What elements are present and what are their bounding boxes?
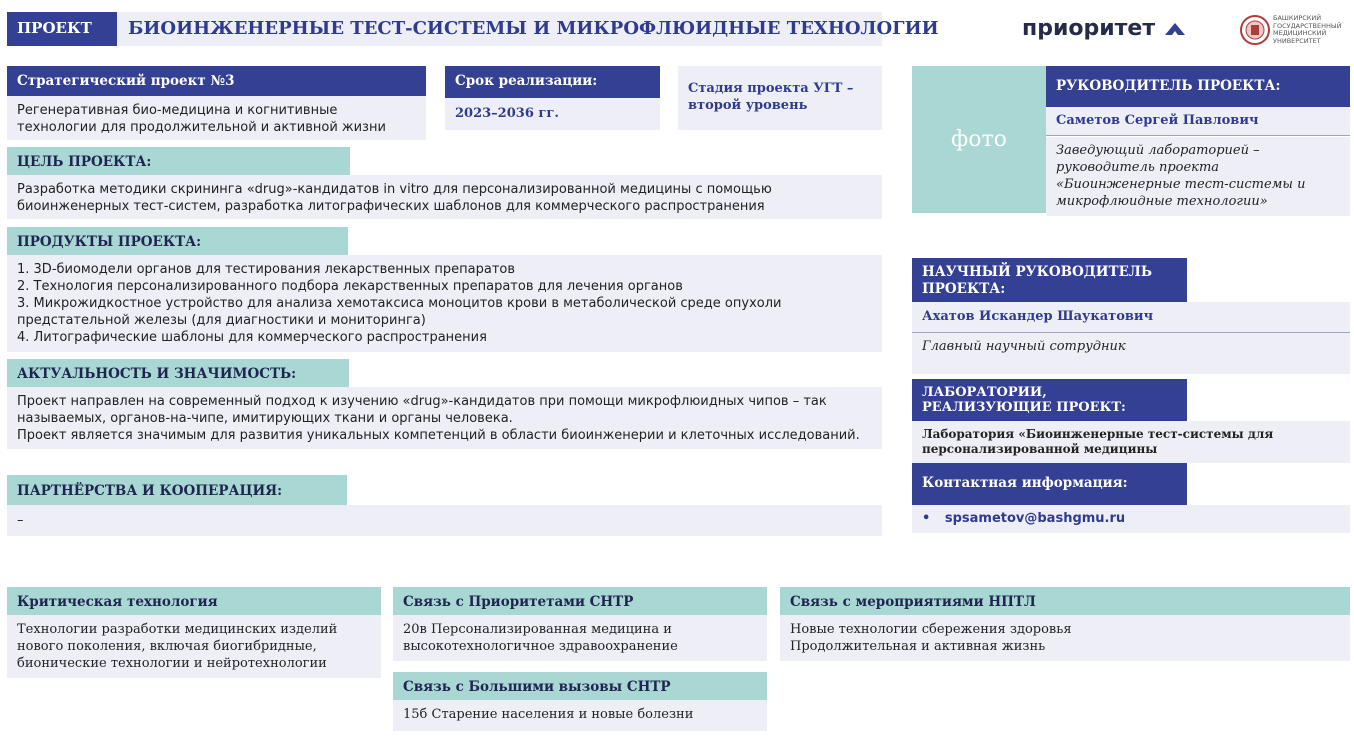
contact-line — [922, 511, 1125, 526]
university-name-line: МЕДИЦИНСКИЙ — [1273, 29, 1327, 37]
university-name-line: БАШКИРСКИЙ — [1273, 14, 1322, 22]
term-label: Срок реализации: — [445, 66, 660, 98]
leader-photo: фото — [912, 66, 1046, 213]
nptl-line: Новые технологии сбережения здоровья — [790, 622, 1072, 637]
relevance-label: АКТУАЛЬНОСТЬ И ЗНАЧИМОСТЬ: — [7, 359, 349, 387]
university-name-line: ГОСУДАРСТВЕННЫЙ — [1273, 21, 1342, 30]
project-stage: Стадия проекта УГТ – второй уровень — [678, 66, 882, 130]
relevance-line: Проект направлен на современный подход к изучению «drug»-кандидатов при помощи микрофлюидных чипов – так называемых, органов-на-чипе, имитирующих ткани и органы человека. — [17, 394, 827, 426]
university-name-line: УНИВЕРСИТЕТ — [1273, 36, 1321, 45]
strategic-project-text: Регенеративная био-медицина и когнитивные технологии для продолжительной и активной жизни — [7, 96, 426, 140]
product-item: 1. 3D-биомодели органов для тестирования лекарственных препаратов — [17, 262, 516, 277]
partnership-label: ПАРТНЁРСТВА И КООПЕРАЦИЯ: — [7, 475, 347, 505]
leader-name: Саметов Сергей Павлович — [1046, 107, 1350, 136]
critical-tech-text: Технологии разработки медицинских изделий нового поколения, включая биогибридные, бионические технологии и нейротехнологии — [7, 615, 381, 678]
scientific-leader-name: Ахатов Искандер Шаукатович — [912, 302, 1350, 333]
priority-arrow-icon — [1165, 21, 1185, 37]
sntr-priorities-text: 20в Персонализированная медицина и высокотехнологичное здравоохранение — [393, 615, 767, 661]
scientific-leader-position: Главный научный сотрудник — [922, 339, 1126, 354]
nptl-text — [780, 615, 1350, 661]
labs-label: ЛАБОРАТОРИИ, РЕАЛИЗУЮЩИЕ ПРОЕКТ: — [912, 379, 1187, 421]
partnership-text: – — [7, 505, 882, 536]
sntr-challenges-label: Связь с Большими вызовы СНТР — [393, 672, 767, 700]
strategic-project-label: Стратегический проект №3 — [7, 66, 426, 96]
term-value: 2023–2036 гг. — [445, 98, 660, 130]
scientific-leader-label: НАУЧНЫЙ РУКОВОДИТЕЛЬ ПРОЕКТА: — [912, 258, 1187, 302]
product-item: 4. Литографические шаблоны для коммерческого распространения — [17, 330, 487, 345]
priority-logo — [1022, 16, 1185, 41]
labs-text: Лаборатория «Биоинженерные тест-системы для персонализированной медицины — [912, 421, 1350, 463]
page-title: БИОИНЖЕНЕРНЫЕ ТЕСТ-СИСТЕМЫ И МИКРОФЛЮИДНЫЕ ТЕХНОЛОГИИ — [128, 18, 939, 39]
relevance-text — [7, 387, 882, 449]
university-emblem-icon — [1240, 14, 1270, 46]
project-tag: ПРОЕКТ — [7, 12, 117, 46]
leader-label: РУКОВОДИТЕЛЬ ПРОЕКТА: — [1046, 66, 1350, 107]
product-item: 2. Технология персонализированного подбора лекарственных препаратов для лечения органов — [17, 279, 683, 294]
sntr-priorities-label: Связь с Приоритетами СНТР — [393, 587, 767, 615]
relevance-line: Проект является значимым для развития уникальных компетенций в области биоинженерии и клеточных исследований. — [17, 428, 860, 443]
priority-logo-text: приоритет — [1022, 16, 1156, 41]
products-label: ПРОДУКТЫ ПРОЕКТА: — [7, 227, 348, 255]
nptl-line: Продолжительная и активная жизнь — [790, 639, 1046, 654]
products-list — [7, 255, 882, 352]
bullet: • — [922, 511, 931, 526]
nptl-label: Связь с мероприятиями НПТЛ — [780, 587, 1350, 615]
critical-tech-label: Критическая технология — [7, 587, 381, 615]
goal-label: ЦЕЛЬ ПРОЕКТА: — [7, 147, 350, 175]
product-item: 3. Микрожидкостное устройство для анализа хемотаксиса моноцитов крови в метаболической среде опухоли предстательной железы (для диагностики и мониторинга) — [17, 296, 782, 328]
goal-text: Разработка методики скрининга «drug»-кандидатов in vitro для персонализированной медицины с помощью биоинженерных тест-систем, разработка литографических шаблонов для коммерческого распространения — [7, 175, 882, 219]
contact-email-link[interactable]: spsametov@bashgmu.ru — [944, 511, 1126, 526]
leader-position: Заведующий лабораторией – руководитель проекта «Биоинженерные тест-системы и микрофлюидные технологии» — [1046, 137, 1350, 216]
university-logo — [1240, 14, 1350, 48]
sntr-challenges-text: 15б Старение населения и новые болезни — [393, 700, 767, 731]
contact-label: Контактная информация: — [912, 463, 1187, 505]
